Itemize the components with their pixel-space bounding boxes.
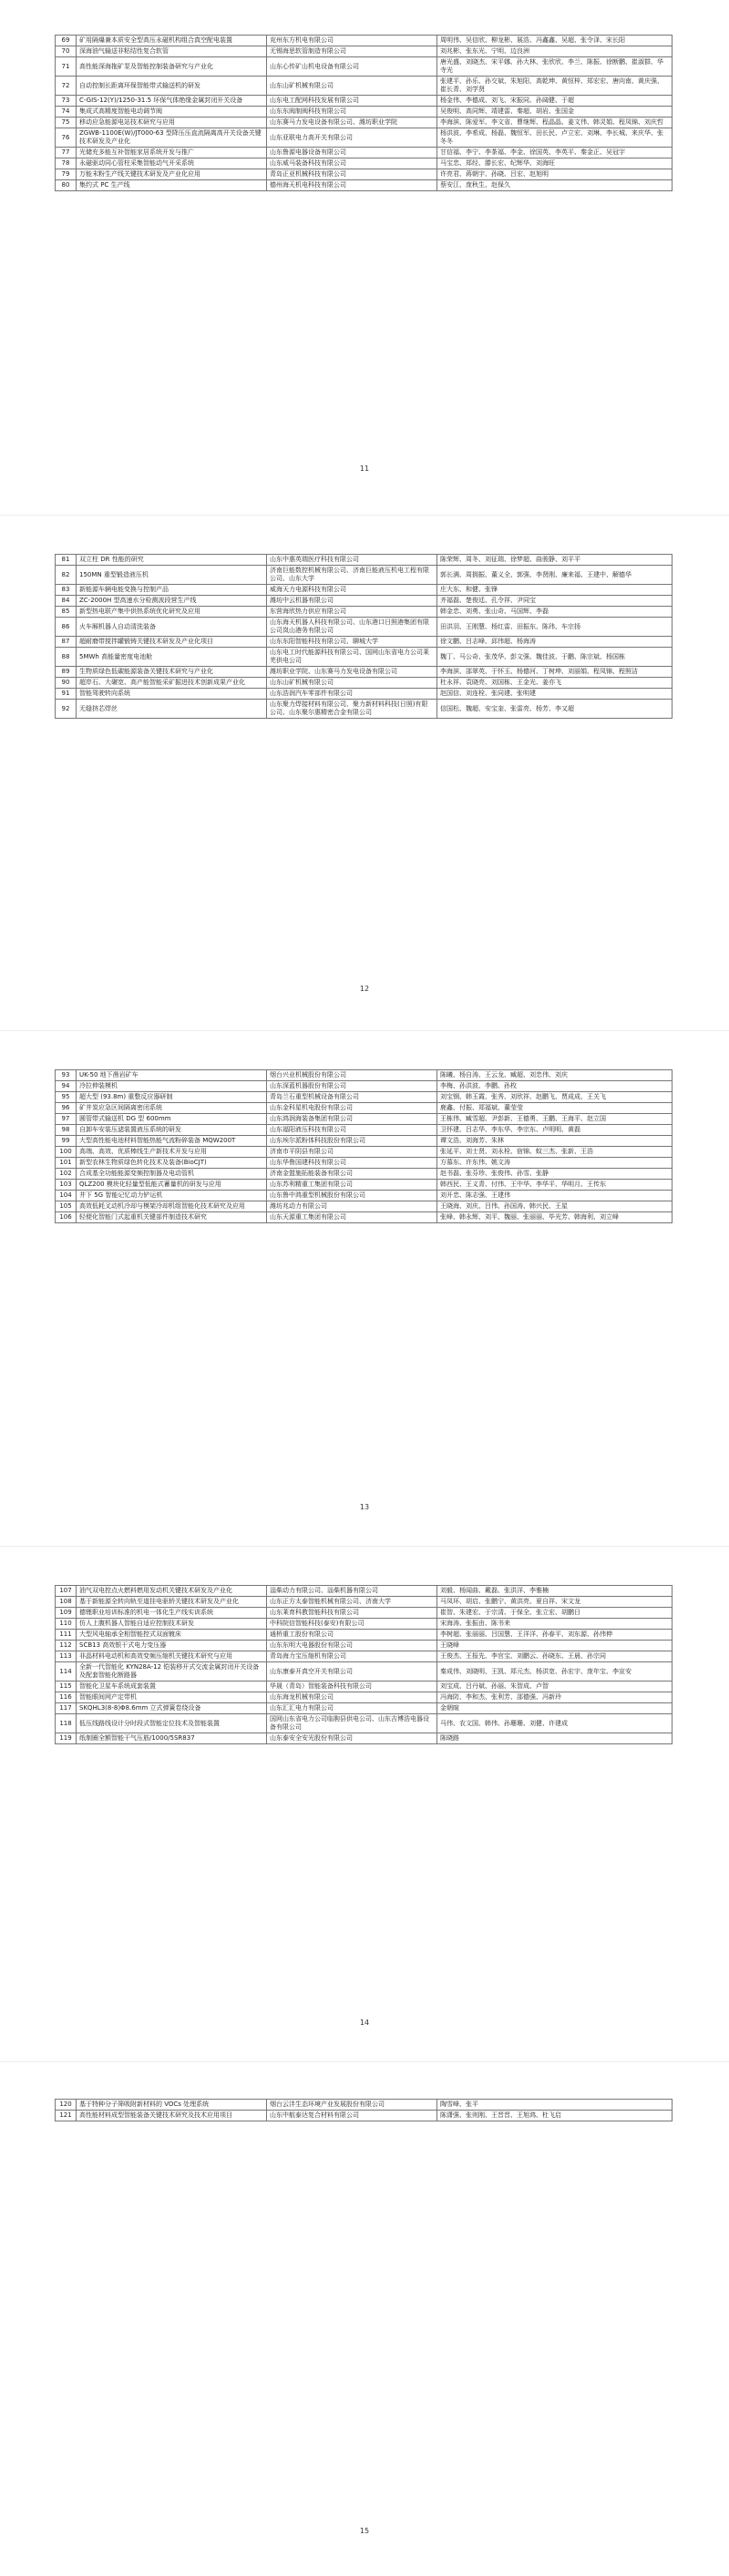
members-cell: 韩金忠、刘勇、张山奇、马国辉、李磊 [437,607,673,618]
page-number: 13 [359,1503,370,1511]
project-name-cell: 高效低耗叉动机冷却与模架冷却机组智能化技术研究及应用 [77,1201,267,1212]
project-name-cell: 超岸石、大碾宽、高产能智能采矿掘进技术创新成果产业化 [77,678,267,689]
row-number-cell: 86 [56,618,77,637]
table-row [56,2111,673,2121]
project-name-cell: 油气双电控点火燃料燃用发动机关键技术研发及产业化 [77,1586,267,1597]
project-name-cell: 低压线路线设计分时段式智能定位技术及智能装置 [77,1714,267,1733]
project-name-cell: 智能驾驶转向系统 [77,689,267,700]
table-row [56,46,673,57]
organization-cell: 东营海欣热力供应有限公司 [267,607,437,618]
row-number-cell: 78 [56,158,77,169]
project-name-cell: 无缝挤芯焊丝 [77,700,267,719]
project-name-cell: 自动控制长距离环保智能带式输送机的研发 [77,77,267,96]
table-row [56,148,673,158]
organization-cell: 山东金科星机电股份有限公司 [267,1103,437,1114]
row-number-cell: 70 [56,46,77,57]
project-name-cell: 智能眼间网产定带机 [77,1692,267,1703]
members-cell: 王晓峰 [437,1641,673,1651]
table-row [56,1169,673,1180]
project-name-cell: 自卸车安装压滤装置液压系统的研发 [77,1125,267,1136]
members-cell: 张建平、孙乐、孙交斌、朱旭阳、高乾坤、黄恒梓、郑宏宏、唐向南、黄庆强、崔长青、刘学贤 [437,77,673,96]
organization-cell: 国网山东省电力公司临朐县供电公司、山东吉博浩电器设备有限公司 [267,1714,437,1733]
organization-cell: 山东聚力焊接材料有限公司、聚力新材料科技(日照)有限公司、山东聚尔惠精密合金有限公司 [267,700,437,719]
members-cell: 李海滨、陈爱军、李文省、曹继辉、程晶晶、姜文伟、韩灵娟、程凤锦、刘庆哲 [437,118,673,128]
row-number-cell: 92 [56,700,77,719]
project-name-cell: ZGWB-1100E(W)/JT000-63 型降压压直流隔离高开关设备关键技术研发及产业化 [77,128,267,148]
table-row [56,1191,673,1201]
members-cell: 陈晓路 [437,1733,673,1744]
table-row [56,1630,673,1641]
project-name-cell: 纸制圈全额智能干气压筋/1000/5SR837 [77,1733,267,1744]
organization-cell: 兖州东方机电有限公司 [267,36,437,46]
members-cell: 陈潇强、张则刚、王晋晋、王旭鸿、杜飞启 [437,2111,673,2121]
row-number-cell: 76 [56,128,77,148]
project-name-cell: 集成式高精度智能电动调节阀 [77,107,267,118]
members-cell: 王晓海、刘庆、吕伟、孙国涛、韩兴民、王星 [437,1201,673,1212]
organization-cell: 潍坊职业学院、山东赛马力发电设备有限公司 [267,667,437,678]
table-row [56,36,673,46]
organization-cell: 山东莱育科教智能科技有限公司 [267,1608,437,1619]
organization-cell: 山东鲁中鸿重型机械股份有限公司 [267,1191,437,1201]
organization-cell: 华晟（青岛）智能装备科技有限公司 [267,1682,437,1692]
project-name-cell: SKQHL3(8-8)Φ8.6mm 立式弹簧卷绕设备 [77,1703,267,1714]
organization-cell: 潍坊中云机器有限公司 [267,596,437,607]
table-row [56,96,673,107]
table-row [56,1070,673,1081]
row-number-cell: 85 [56,607,77,618]
table-row [56,1180,673,1191]
members-cell: 赵国信、刘连栓、张同建、张明建 [437,689,673,700]
table-row [56,1114,673,1125]
organization-cell: 山东福阳液压科技有限公司 [267,1125,437,1136]
members-cell: 庄大东、和健、张锋 [437,585,673,596]
members-cell: 杨金伟、李德成、刘飞、宋振同、孙阔健、于超 [437,96,673,107]
table-row [56,1201,673,1212]
row-number-cell: 88 [56,648,77,667]
row-number-cell: 101 [56,1158,77,1169]
row-number-cell: 94 [56,1081,77,1092]
organization-cell: 烟台兴业机械股份有限公司 [267,1070,437,1081]
row-number-cell: 91 [56,689,77,700]
project-name-cell: 矿井炭应急区间隔离密闭系统 [77,1103,267,1114]
project-name-cell: 超耐磨带搅拌罐锻铸关键技术研发及产业化项目 [77,637,267,648]
project-name-cell: 生物质绿色低碳能源装备关键技术研究与产业化 [77,667,267,678]
table-row [56,1103,673,1114]
organization-cell: 青岛兰石重型机械设备有限公司 [267,1092,437,1103]
project-name-cell: 基于特种分子筛吸附新材料的 VOCs 处理系统 [77,2100,267,2111]
project-name-cell: 移动应急能源电站技术研究与应用 [77,118,267,128]
row-number-cell: 97 [56,1114,77,1125]
project-name-cell: 超大型 (93.8m) 重整反应器研制 [77,1092,267,1103]
table-row [56,2100,673,2111]
row-number-cell: 102 [56,1169,77,1180]
row-number-cell: 115 [56,1682,77,1692]
project-name-cell: 火车厢机器人自动清洗装备 [77,618,267,637]
members-cell: 王俊杰、王报先、李官宝、刘鹏云、孙晓东、王晨、孙宗同 [437,1651,673,1662]
page-number: 15 [359,2527,370,2535]
project-name-cell: 5MWh 高能量密度电池舱 [77,648,267,667]
organization-cell: 山东海天机器人科技有限公司、山东港口日照港集团有限公司岚山港务有限公司 [267,618,437,637]
table-row [56,57,673,77]
row-number-cell: 107 [56,1586,77,1597]
project-name-cell: 永磁驱动同心管柱采集智能动气开采系统 [77,158,267,169]
table-row [56,1136,673,1147]
members-cell: 许亮君、蒋朝宇、孙晓、吕宏、赵旭明 [437,169,673,180]
project-name-cell: 矿用隔爆兼本质安全型高压永磁机构组合真空配电装置 [77,36,267,46]
project-name-cell: 高性能材料成型智能装备关键技术研究及技术应用项目 [77,2111,267,2121]
row-number-cell: 75 [56,118,77,128]
award-table-page-11 [55,35,673,191]
members-cell: 谭文浩、刘海芳、朱林 [437,1136,673,1147]
organization-cell: 山东鲁源电器设备有限公司 [267,148,437,158]
row-number-cell: 113 [56,1651,77,1662]
organization-cell: 山东山矿机械有限公司 [267,77,437,96]
members-cell: 秦成伟、刘晓明、王凯、郑元杰、杨洪宽、孙宏宇、庞年宝、李宣安 [437,1662,673,1682]
table-row [56,1619,673,1630]
table-row [56,1212,673,1223]
row-number-cell: 112 [56,1641,77,1651]
organization-cell: 无锡海思软管制造有限公司 [267,46,437,57]
table-row [56,77,673,96]
row-number-cell: 114 [56,1662,77,1682]
row-number-cell: 72 [56,77,77,96]
row-number-cell: 118 [56,1714,77,1733]
table-row [56,607,673,618]
project-name-cell: 基于新能源全转向轨至道挂电驱轿关键技术研发及产业化 [77,1597,267,1608]
project-name-cell: 新型农林生物质绿色转化技术及装备(BioCJT) [77,1158,267,1169]
organization-cell: 山东苏利精重工集团有限公司 [267,1180,437,1191]
organization-cell: 山东海龙机械有限公司 [267,1692,437,1703]
row-number-cell: 95 [56,1092,77,1103]
row-number-cell: 90 [56,678,77,689]
project-name-cell: 非晶材料电动机和高效变频压缩机关键技术研究与应用 [77,1651,267,1662]
table-row [56,128,673,148]
members-cell: 田洪羽、王刚慧、杨红雷、田振东、陈玮、车宗扬 [437,618,673,637]
row-number-cell: 93 [56,1070,77,1081]
members-cell: 李海滨、邵翠英、于怀玉、杨德河、丁树坤、刘丽娟、程凤锦、程照洁 [437,667,673,678]
page-number: 12 [359,985,370,993]
members-cell: 周明伟、吴信欣、柳龙彬、展浩、冯鑫鑫、吴超、张令泽、宋长阳 [437,36,673,46]
organization-cell: 德州海天机电科技有限公司 [267,180,437,191]
project-name-cell: 新型热电联产集中供热系统优化研究及应用 [77,607,267,618]
project-name-cell: C-GIS-12(Y)/1250-31.5 环保气体绝缘金属封闭开关设备 [77,96,267,107]
project-name-cell: 仿人上腹机器人智能自适应控制技术研发 [77,1619,267,1630]
organization-cell: 山东山矿机械有限公司 [267,678,437,689]
table-row [56,1081,673,1092]
row-number-cell: 79 [56,169,77,180]
members-cell: 马宝忠、郑经、滕长宏、纪辉华、刘海旺 [437,158,673,169]
organization-cell: 山东赛马力发电设备有限公司、潍坊职业学院 [267,118,437,128]
table-row [56,118,673,128]
project-name-cell: 合成基全功能能源变频控制器及电动管机 [77,1169,267,1180]
table-row [56,107,673,118]
row-number-cell: 110 [56,1619,77,1630]
organization-cell: 青岛正亚机械科技有限公司 [267,169,437,180]
document-page-11 [0,0,729,515]
project-name-cell: 新能源车辆电能变换与控制产品 [77,585,267,596]
table-row [56,1092,673,1103]
row-number-cell: 84 [56,596,77,607]
project-name-cell: SCB13 高效银干式电力变压器 [77,1641,267,1651]
row-number-cell: 87 [56,637,77,648]
members-cell: 刘宝成、吕丹斌、孙丽、朱智成、卢智 [437,1682,673,1692]
members-cell: 冯海防、李和杰、张利芳、邵德强、冯新玲 [437,1692,673,1703]
organization-cell: 山东心传矿山机电设备有限公司 [267,57,437,77]
table-row [56,1158,673,1169]
organization-cell: 山东华鲁国建科技有限公司 [267,1158,437,1169]
organization-cell: 山东中惠英瑞医疗科技有限公司 [267,555,437,566]
members-cell: 刘兆彬、张东光、宁明、边良洲 [437,46,673,57]
organization-cell: 山东天源重工集团有限公司 [267,1212,437,1223]
members-cell: 杨洪波、李希成、杨磊、魏恒军、田长民、卢立宏、刘琳、李长城、来庆华、张冬冬 [437,128,673,148]
row-number-cell: 104 [56,1191,77,1201]
members-cell: 王栋伟、臧雪超、尹彭新、王德勇、王鹏、王海平、赵立国 [437,1114,673,1125]
row-number-cell: 96 [56,1103,77,1114]
table-row [56,1662,673,1682]
organization-cell: 山东鸿润海装备集团有限公司 [267,1114,437,1125]
members-cell: 信国松、魏超、安宝奎、张雷亮、杨芳、李又超 [437,700,673,719]
members-cell: 赵书磊、张芬珍、张俊伟、孙雪、张静 [437,1169,673,1180]
project-name-cell: 全新一代智能化 KYN28A-12 铠装移开式交流金属封闭开关设备及配套智能化断路器 [77,1662,267,1682]
row-number-cell: 80 [56,180,77,191]
table-row [56,1125,673,1136]
table-row [56,648,673,667]
organization-cell: 山东东阀制阀科技有限公司 [267,107,437,118]
organization-cell: 山东浩润汽车零部件有限公司 [267,689,437,700]
table-row [56,1703,673,1714]
table-row [56,169,673,180]
table-row [56,667,673,678]
organization-cell: 山东中航泰达复合材料有限公司 [267,2111,437,2121]
organization-cell: 山东电工配网科技发展有限公司 [267,96,437,107]
organization-cell: 淄柴动力有限公司、淄柴机器有限公司 [267,1586,437,1597]
organization-cell: 山东威马装备科技有限公司 [267,158,437,169]
members-cell: 崔智、朱建宏、于宗清、于保全、张立宏、胡鹏日 [437,1608,673,1619]
row-number-cell: 82 [56,566,77,585]
project-name-cell: ZC-2000H 型高速水分检测波段营生产线 [77,596,267,607]
document-page-13 [0,1031,729,1546]
table-row [56,700,673,719]
table-row [56,1714,673,1733]
table-row [56,566,673,585]
members-cell: 蔡安江、庞秋生、赵保久 [437,180,673,191]
project-name-cell: 高端、高效、优质棒线生产新技术开发与应用 [77,1147,267,1158]
members-cell: 张峰、韩永辉、刘平、魏丽、张丽丽、毕光芳、韩海利、刘立峰 [437,1212,673,1223]
row-number-cell: 103 [56,1180,77,1191]
project-name-cell: 智能化卫星车系统成套装置 [77,1682,267,1692]
organization-cell: 山东电工时代能源科技有限公司、国网山东省电力公司莱芜供电公司 [267,648,437,667]
organization-cell: 青岛海力宝压缩机有限公司 [267,1651,437,1662]
members-cell: 刘开忠、陈志强、王建伟 [437,1191,673,1201]
project-name-cell: 大型风电轴承全相智能控式双面镀床 [77,1630,267,1641]
award-table-page-12 [55,554,673,719]
members-cell: 金朝暄 [437,1703,673,1714]
table-row [56,585,673,596]
project-name-cell: 集约式 PC 生产线 [77,180,267,191]
organization-cell: 山东正方太泰智能机械有限公司、济南大学 [267,1597,437,1608]
organization-cell: 济南金盟施拓能装备有限公司 [267,1169,437,1180]
table-row [56,1641,673,1651]
project-name-cell: 德锂职业培训标准的机电一体化生产线实训系统 [77,1608,267,1619]
organization-cell: 山东汇汇电力有限公司 [267,1703,437,1714]
organization-cell: 通桥重工股份有限公司 [267,1630,437,1641]
award-table-page-15 [55,2099,673,2121]
members-cell: 徐文鹏、吕志峰、邱伟超、杨海涛 [437,637,673,648]
row-number-cell: 109 [56,1608,77,1619]
members-cell: 唐光盛、刘晓杰、宋平娜、孙大林、张欣欣、李兰、陈振、徐断鹏、崔淑群、华寺光 [437,57,673,77]
organization-cell: 山东埃尔派粉体科技股份有限公司 [267,1136,437,1147]
members-cell: 鹿鑫、付振、郑福斌、董莹莹 [437,1103,673,1114]
table-row [56,678,673,689]
table-row [56,180,673,191]
organization-cell: 山东亚联电力高开关有限公司 [267,128,437,148]
row-number-cell: 89 [56,667,77,678]
row-number-cell: 116 [56,1692,77,1703]
members-cell: 吴俊明、高同辉、靖建雷、秦超、胡岩、张国金 [437,107,673,118]
members-cell: 张延平、刘士贤、刘永栓、宿锦、蚊三杰、张新、王浩 [437,1147,673,1158]
organization-cell: 山东东阳智能科技有限公司、聊城大学 [267,637,437,648]
members-cell: 陶雪峰、张平 [437,2100,673,2111]
document-page-12 [0,516,729,1030]
project-name-cell: 轻便化智能门式起重机关键部件制造技术研究 [77,1212,267,1223]
organization-cell: 山东康泰开真空开关有限公司 [267,1662,437,1682]
members-cell: 宋海涛、张振由、陈书来 [437,1619,673,1630]
row-number-cell: 106 [56,1212,77,1223]
table-row [56,689,673,700]
table-row [56,158,673,169]
members-cell: 陈荣辉、周冬、刘征瑞、徐梦超、曲骏静、刘平平 [437,555,673,566]
project-name-cell: 井下 5G 智能记忆动力铲运机 [77,1191,267,1201]
project-name-cell: 150MN 重型锻造液压机 [77,566,267,585]
members-cell: 卫怀建、吕志华、李东华、李宗东、卢明明、黄磊 [437,1125,673,1136]
organization-cell: 山东深蓝机器股份有限公司 [267,1081,437,1092]
row-number-cell: 117 [56,1703,77,1714]
members-cell: 刘宝钢、韩玉霞、张秀、刘欣祥、赵鹏飞、贾成成、王关飞 [437,1092,673,1103]
table-row [56,1597,673,1608]
page-number: 14 [359,2019,370,2027]
members-cell: 陈曦、杨自涛、王云龙、臧超、刘忠伟、刘庆 [437,1070,673,1081]
row-number-cell: 99 [56,1136,77,1147]
table-row [56,555,673,566]
organization-cell: 山东泰安全安光股份有限公司 [267,1733,437,1744]
organization-cell: 威海天力电源科技有限公司 [267,585,437,596]
row-number-cell: 98 [56,1125,77,1136]
organization-cell: 中科院信智能科技(泰安)有限公司 [267,1619,437,1630]
row-number-cell: 73 [56,96,77,107]
row-number-cell: 74 [56,107,77,118]
organization-cell: 烟台云沣生态环境产业发展股份有限公司 [267,2100,437,2111]
project-name-cell: QLZ200 模块化轻量型低能式蓄量机的研发与应用 [77,1180,267,1191]
project-name-cell: UK-50 地下凿岩矿车 [77,1070,267,1081]
members-cell: 李树超、张丽丽、吕国慧、王洋洋、孙春平、刘东源、孙伟伸 [437,1630,673,1641]
project-name-cell: 圆管带式输送机 DG 型 600mm [77,1114,267,1125]
award-table-page-14 [55,1585,673,1744]
project-name-cell: 光储充多能互补智能家居系统开发与推广 [77,148,267,158]
table-row [56,618,673,637]
row-number-cell: 71 [56,57,77,77]
project-name-cell: 冷拉伸装模机 [77,1081,267,1092]
members-cell: 郭长满、周拥振、董义全、郭强、李贤刚、廉来福、王建中、解德华 [437,566,673,585]
project-name-cell: 万能末粉生产线关键技术研发及产业化应用 [77,169,267,180]
row-number-cell: 121 [56,2111,77,2121]
organization-cell: 济南市平阴县有限公司 [267,1147,437,1158]
table-row [56,596,673,607]
row-number-cell: 100 [56,1147,77,1158]
members-cell: 刘毅、杨闻曲、戴磊、张洪洋、李雅楠 [437,1586,673,1597]
table-row [56,1692,673,1703]
organization-cell: 潍坊兆动力有限公司 [267,1201,437,1212]
project-name-cell: 大型高性能电池材料智能热能气流粉碎装备 MQW200T [77,1136,267,1147]
members-cell: 韩西民、王义青、付伟、王中华、李华平、华明月、王传东 [437,1180,673,1191]
row-number-cell: 77 [56,148,77,158]
document-page-15 [0,2062,729,2576]
members-cell: 马伟、农文国、韩伟、孙珊珊、刘健、许建成 [437,1714,673,1733]
row-number-cell: 111 [56,1630,77,1641]
table-row [56,1733,673,1744]
row-number-cell: 69 [56,36,77,46]
row-number-cell: 119 [56,1733,77,1744]
members-cell: 甘信福、李宁、李茶福、李金、徐国英、李英平、秦金正、吴冠宇 [437,148,673,158]
table-row [56,1682,673,1692]
table-row [56,1651,673,1662]
table-row [56,1586,673,1597]
row-number-cell: 120 [56,2100,77,2111]
page-number: 11 [359,465,370,473]
row-number-cell: 83 [56,585,77,596]
award-table-page-13 [55,1069,673,1223]
project-name-cell: 双立柱 DR 性能的研究 [77,555,267,566]
members-cell: 杜永祥、袁晓亮、刘国栋、王金光、姜亦飞 [437,678,673,689]
document-page-14 [0,1547,729,2061]
row-number-cell: 81 [56,555,77,566]
members-cell: 方慕东、许东伟、姚文涛 [437,1158,673,1169]
organization-cell: 山东东明大电器股份有限公司 [267,1641,437,1651]
table-row [56,637,673,648]
members-cell: 李梅、孙洪波、李鹏、孙枚 [437,1081,673,1092]
project-name-cell: 深海油气输送非粘结性复合软管 [77,46,267,57]
members-cell: 齐福磊、楚俊廷、孔令祥、尹同宝 [437,596,673,607]
row-number-cell: 108 [56,1597,77,1608]
organization-cell: 济南巨能数控机械有限公司、济南巨能液压机电工程有限公司、山东大学 [267,566,437,585]
project-name-cell: 高性能深海拖矿泵及智能控制装备研究与产业化 [77,57,267,77]
table-row [56,1147,673,1158]
members-cell: 马凤环、胡启、张鹏宁、黄洪亮、夏自祥、宋文龙 [437,1597,673,1608]
table-row [56,1608,673,1619]
members-cell: 魏丁、马公奇、张茂华、彭文强、魏佳波、于鹏、陈宗斌、杨国栋 [437,648,673,667]
row-number-cell: 105 [56,1201,77,1212]
